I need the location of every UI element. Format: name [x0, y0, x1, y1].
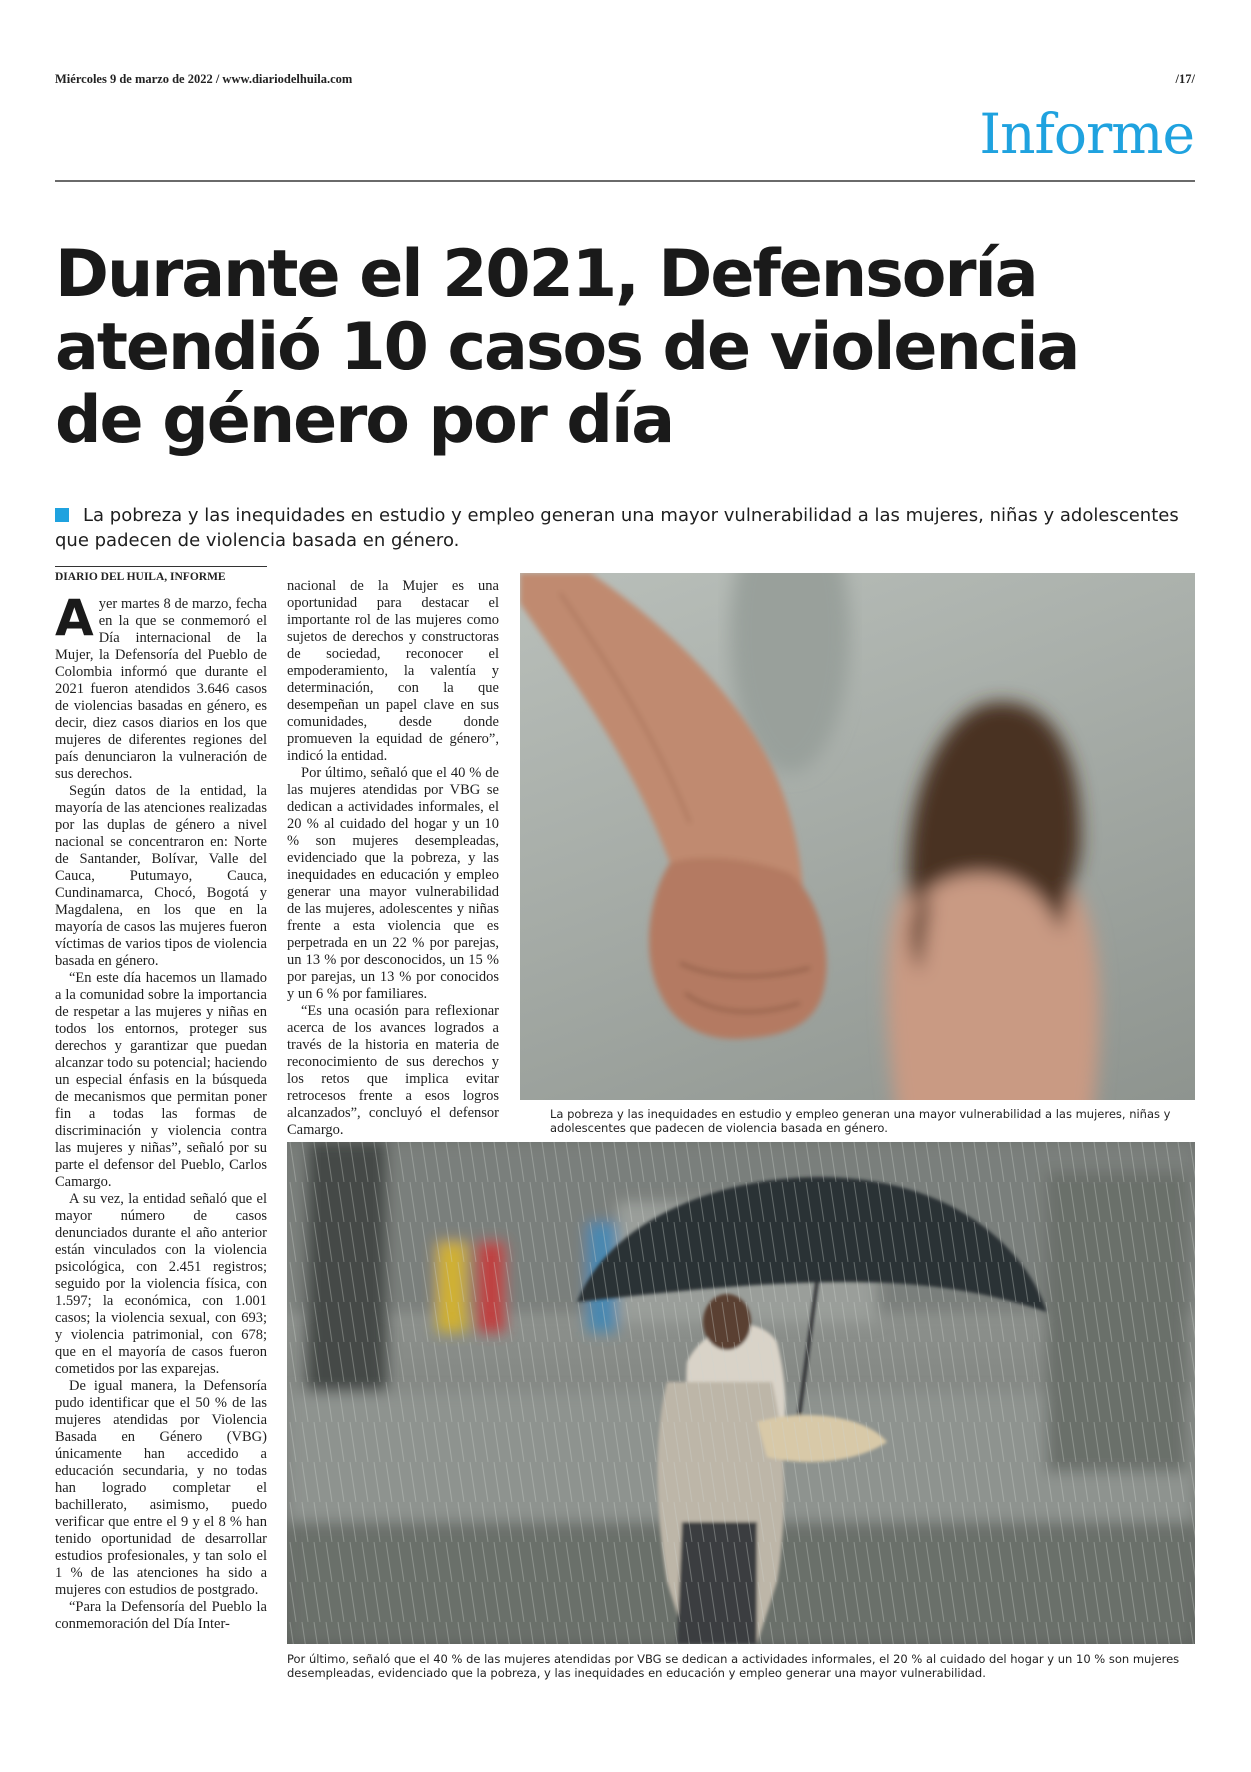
article-column-2 [287, 578, 499, 1139]
paragraph: Según datos de la entidad, la mayoría de las atenciones realizadas por las duplas de género a nivel nacional se concentraron en: Norte de Santander, Bolívar, Valle del Cauca, Putumayo, Cauca, Cundinamarca, Chocó, Bogotá y Magdalena, en los que en la mayoría de casos las mujeres fueron víctimas de varios tipos de violencia basada en género. [55, 783, 267, 969]
headline-line: de género por día [55, 383, 674, 458]
paragraph: A su vez, la entidad señaló que el mayor número de casos denunciados durante el año anterior están vinculados con la violencia psicológica, con 2.451 registros; seguido por la violencia física, con 1.597; la económica, con 1.001 casos; la violencia sexual, con 693; y violencia patrimonial, con 678; que en el mayoría de casos fueron cometidos por las exparejas. [55, 1191, 267, 1377]
headline-line: atendió 10 casos de violencia [55, 310, 1079, 385]
paragraph: “Para la Defensoría del Pueblo la conmemoración del Día Inter- [55, 1599, 267, 1632]
byline: DIARIO DEL HUILA, INFORME [55, 566, 267, 583]
photo-fist-and-woman [520, 573, 1195, 1100]
paragraph: Por último, señaló que el 40 % de las mujeres atendidas por VBG se dedican a actividades informales, el 20 % al cuidado del hogar y un 10 % son mujeres desempleadas, evidenciado que la pobreza, y las inequidades en educación y empleo generar una mayor vulnerabilidad de las mujeres, adolescentes y niñas frente a esta violencia que es perpetrada en un 22 % por parejas, un 13 % por desconocidos, un 15 % por parejas, un 13 % por conocidos y un 6 % por familiares. [287, 765, 499, 1002]
photo-illustration [520, 573, 1195, 1100]
page-number: /17/ [1175, 72, 1195, 86]
deck [55, 503, 1195, 553]
square-bullet-icon [55, 508, 69, 522]
photo-illustration [287, 1142, 1195, 1644]
deck-text: La pobreza y las inequidades en estudio y empleo generan una mayor vulnerabilidad a las mujeres, niñas y adolescentes que padecen de violencia basada en género. [55, 505, 1179, 551]
paragraph: De igual manera, la Defensoría pudo identificar que el 50 % de las mujeres atendidas por Violencia Basada en Género (VBG) únicamente han accedido a educación secundaria, y no todas han logrado completar el bachillerato, asimismo, puedo verificar que entre el 9 y el 8 % han tenido oportunidad de desarrollar estudios profesionales, y tan solo el 1 % de las atenciones ha sido a mujeres con estudios de postgrado. [55, 1378, 267, 1598]
paragraph: “Es una ocasión para reflexionar acerca de los avances logrados a través de la historia en materia de reconocimiento de sus derechos y los retos que implica evitar retrocesos frente a esos logros alcanzados”, concluyó el defensor Camargo. [287, 1003, 499, 1138]
photo-caption: La pobreza y las inequidades en estudio y empleo generan una mayor vulnerabilidad a las mujeres, niñas y adolescentes que padecen de violencia basada en género. [550, 1107, 1171, 1135]
paragraph: “En este día hacemos un llamado a la comunidad sobre la importancia de respetar a las mujeres y niñas en todos los entornos, proteger sus derechos y garantizar que puedan alcanzar todo su potencial; haciendo un especial énfasis en la búsqueda de mecanismos que permitan poner fin a todas las formas de discriminación y violencia contra las mujeres y niñas”, señaló por su parte el defensor del Pueblo, Carlos Camargo. [55, 970, 267, 1190]
paragraph: Ayer martes 8 de marzo, fecha en la que se conmemoró el Día internacional de la Mujer, la Defensoría del Pueblo de Colombia informó que durante el 2021 fueron atendidos 3.646 casos de violencias basadas en género, es decir, diez casos diarios en los que mujeres de diferentes regiones del país denunciaron la vulneración de sus derechos. [55, 589, 267, 782]
drop-cap: A [55, 589, 94, 647]
header-divider [55, 180, 1195, 182]
photo-caption: Por último, señaló que el 40 % de las mujeres atendidas por VBG se dedican a actividades informales, el 20 % al cuidado del hogar y un 10 % son mujeres desempleadas, evidenciado que la pobreza, y las inequidades en educación y empleo generar una mayor vulnerabilidad. [287, 1652, 1180, 1680]
headline-line: Durante el 2021, Defensoría [55, 237, 1037, 312]
paragraph: nacional de la Mujer es una oportunidad para destacar el importante rol de las mujeres como sujetos de derechos y constructoras de sociedad, reconocer el empoderamiento, la valentía y determinación, con la que desempeñan un papel clave en sus comunidades, desde donde promueven la equidad de género”, indicó la entidad. [287, 578, 499, 764]
headline [55, 238, 1195, 457]
article-column-1 [55, 589, 267, 1633]
section-title: Informe [979, 102, 1194, 166]
photo-man-with-umbrella [287, 1142, 1195, 1644]
dateline: Miércoles 9 de marzo de 2022 / www.diariodelhuila.com [55, 72, 353, 86]
page-header [55, 72, 1195, 88]
